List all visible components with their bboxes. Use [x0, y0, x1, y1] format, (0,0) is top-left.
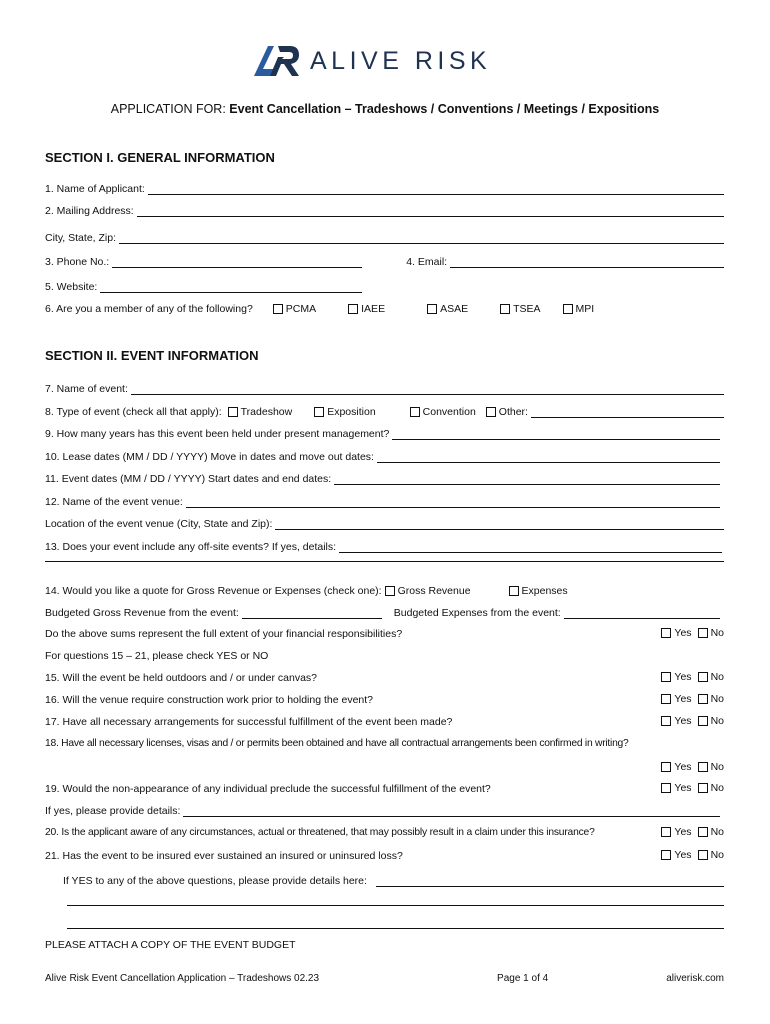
footer-page-number: Page 1 of 4 [497, 973, 549, 984]
event-type-label: 8. Type of event (check all that apply): [45, 406, 222, 418]
membership-tsea[interactable]: TSEA [500, 303, 540, 315]
mailing-address-label: 2. Mailing Address: [45, 205, 134, 217]
applicant-name-row [45, 181, 724, 195]
q19-yes[interactable]: Yes [661, 782, 691, 794]
offsite-events-field[interactable] [339, 542, 722, 553]
checkbox[interactable] [500, 304, 510, 314]
q16-yes-no [661, 693, 724, 705]
page-footer [45, 973, 724, 984]
mailing-address-row [45, 203, 724, 217]
event-name-label: 7. Name of event: [45, 383, 128, 395]
q20-no[interactable]: No [698, 826, 724, 838]
event-dates-field[interactable] [334, 474, 720, 485]
venue-name-label: 12. Name of the event venue: [45, 496, 183, 508]
checkbox[interactable] [698, 762, 708, 772]
offsite-events-row [45, 539, 722, 553]
offsite-events-extra-line[interactable] [45, 561, 724, 562]
q17-question: 17. Have all necessary arrangements for successful fulfillment of the event been made? [45, 716, 453, 728]
checkbox[interactable] [661, 628, 671, 638]
application-title [0, 102, 770, 116]
phone-label: 3. Phone No.: [45, 256, 110, 268]
q21-question: 21. Has the event to be insured ever sustained an insured or uninsured loss? [45, 850, 403, 862]
details-extra-line-1[interactable] [67, 905, 724, 906]
city-state-zip-label: City, State, Zip: [45, 232, 116, 244]
q16-question: 16. Will the venue require construction work prior to holding the event? [45, 694, 374, 706]
budget-row [45, 605, 720, 619]
checkbox[interactable] [698, 628, 708, 638]
membership-label: 6. Are you a member of any of the following? [45, 303, 253, 315]
budget-revenue-label: Budgeted Gross Revenue from the event: [45, 607, 239, 619]
venue-name-row [45, 494, 720, 508]
membership-row [45, 301, 724, 315]
city-state-zip-row [45, 230, 724, 244]
full-extent-yes[interactable]: Yes [661, 627, 691, 639]
brand-name: ALIVE RISK [310, 46, 492, 75]
q19-yes-no [661, 782, 724, 794]
if-yes-details-row [63, 873, 724, 887]
checkbox[interactable] [410, 407, 420, 417]
q19-details-label: If yes, please provide details: [45, 805, 181, 817]
section-2-heading: SECTION II. EVENT INFORMATION [45, 348, 259, 363]
logo-mark-icon [254, 45, 300, 77]
applicant-name-field[interactable] [148, 184, 724, 195]
email-label: 4. Email: [406, 256, 448, 268]
event-type-exposition[interactable]: Exposition [314, 406, 375, 418]
checkbox[interactable] [314, 407, 324, 417]
website-field[interactable] [100, 282, 362, 293]
venue-location-label: Location of the event venue (City, State and Zip): [45, 518, 273, 530]
event-type-convention[interactable]: Convention [410, 406, 476, 418]
membership-mpi[interactable]: MPI [563, 303, 595, 315]
applicant-name-label: 1. Name of Applicant: [45, 183, 145, 195]
years-held-row [45, 426, 720, 440]
lease-dates-row [45, 449, 720, 463]
q19-details-row [45, 803, 720, 817]
footer-website: aliverisk.com [666, 973, 724, 984]
event-dates-label: 11. Event dates (MM / DD / YYYY) Start dates and end dates: [45, 473, 332, 485]
title-prefix: APPLICATION FOR: [110, 102, 226, 116]
q16-yes[interactable]: Yes [661, 693, 691, 705]
website-row [45, 279, 362, 293]
event-type-other-field[interactable] [531, 407, 724, 418]
venue-location-row [45, 516, 724, 530]
quote-expenses[interactable]: Expenses [509, 585, 568, 597]
quote-gross-revenue[interactable]: Gross Revenue [385, 585, 471, 597]
years-held-label: 9. How many years has this event been held under present management? [45, 428, 390, 440]
membership-asae[interactable]: ASAE [427, 303, 468, 315]
q17-no[interactable]: No [698, 715, 724, 727]
lease-dates-field[interactable] [377, 452, 720, 463]
section-1-heading: SECTION I. GENERAL INFORMATION [45, 150, 275, 165]
q18-question: 18. Have all necessary licenses, visas and / or permits been obtained and have all contractual arrangements been confirmed in writing? [45, 738, 629, 749]
event-type-tradeshow[interactable]: Tradeshow [228, 406, 293, 418]
website-label: 5. Website: [45, 281, 98, 293]
checkbox[interactable] [661, 827, 671, 837]
q15-yes-no [661, 671, 724, 683]
checkbox[interactable] [661, 783, 671, 793]
checkbox[interactable] [698, 783, 708, 793]
checkbox[interactable] [348, 304, 358, 314]
event-type-other[interactable]: Other: [486, 406, 528, 418]
attach-budget-note: PLEASE ATTACH A COPY OF THE EVENT BUDGET [45, 939, 296, 951]
if-yes-details-field[interactable] [376, 876, 724, 887]
if-yes-details-label: If YES to any of the above questions, please provide details here: [63, 875, 367, 887]
event-name-row [45, 381, 724, 395]
event-name-field[interactable] [131, 384, 724, 395]
full-extent-question: Do the above sums represent the full extent of your financial responsibilities? [45, 628, 403, 640]
checkbox[interactable] [486, 407, 496, 417]
quote-type-row [45, 583, 724, 597]
checkbox[interactable] [273, 304, 283, 314]
q18-no[interactable]: No [698, 761, 724, 773]
q15-question: 15. Will the event be held outdoors and / or under canvas? [45, 672, 318, 684]
checkbox[interactable] [698, 672, 708, 682]
membership-pcma[interactable]: PCMA [273, 303, 316, 315]
checkbox[interactable] [427, 304, 437, 314]
city-state-zip-field[interactable] [119, 233, 724, 244]
q21-no[interactable]: No [698, 849, 724, 861]
checkbox[interactable] [698, 850, 708, 860]
q15-yes[interactable]: Yes [661, 671, 691, 683]
checkbox[interactable] [661, 762, 671, 772]
years-held-field[interactable] [392, 429, 720, 440]
offsite-events-label: 13. Does your event include any off-site events? If yes, details: [45, 541, 337, 553]
mailing-address-field[interactable] [137, 206, 724, 217]
lease-dates-label: 10. Lease dates (MM / DD / YYYY) Move in dates and move out dates: [45, 451, 374, 463]
alive-risk-logo [254, 45, 491, 77]
checkbox[interactable] [661, 694, 671, 704]
title-event-type: Event Cancellation – Tradeshows / Conventions / Meetings / Expositions [229, 102, 660, 116]
checkbox[interactable] [228, 407, 238, 417]
email-field[interactable] [450, 257, 724, 268]
checkbox[interactable] [698, 694, 708, 704]
checkbox[interactable] [661, 850, 671, 860]
yes-no-instructions: For questions 15 – 21, please check YES or NO [45, 650, 269, 662]
phone-field[interactable] [112, 257, 362, 268]
checkbox[interactable] [698, 716, 708, 726]
budget-expenses-field[interactable] [564, 608, 720, 619]
q20-question: 20. Is the applicant aware of any circumstances, actual or threatened, that may possibly result in a claim under this insurance? [45, 827, 595, 838]
q21-yes-no [661, 849, 724, 861]
full-extent-no[interactable]: No [698, 627, 724, 639]
quote-type-label: 14. Would you like a quote for Gross Revenue or Expenses (check one): [45, 585, 382, 597]
checkbox[interactable] [661, 672, 671, 682]
details-extra-line-2[interactable] [67, 928, 724, 929]
checkbox[interactable] [509, 586, 519, 596]
q20-yes[interactable]: Yes [661, 826, 691, 838]
q19-details-field[interactable] [183, 806, 720, 817]
phone-email-row [45, 254, 724, 268]
membership-iaee[interactable]: IAEE [348, 303, 385, 315]
venue-name-field[interactable] [186, 497, 720, 508]
q18-yes-no [661, 761, 724, 773]
q18-yes[interactable]: Yes [661, 761, 691, 773]
checkbox[interactable] [563, 304, 573, 314]
event-dates-row [45, 471, 720, 485]
q15-no[interactable]: No [698, 671, 724, 683]
q20-yes-no [661, 826, 724, 838]
full-extent-yes-no [661, 627, 724, 639]
checkbox[interactable] [385, 586, 395, 596]
checkbox[interactable] [661, 716, 671, 726]
budget-expenses-label: Budgeted Expenses from the event: [393, 607, 561, 619]
q21-yes[interactable]: Yes [661, 849, 691, 861]
venue-location-field[interactable] [275, 519, 724, 530]
budget-revenue-field[interactable] [242, 608, 382, 619]
q17-yes-no [661, 715, 724, 727]
q19-question: 19. Would the non-appearance of any individual preclude the successful fulfillment of the event? [45, 783, 491, 795]
event-type-row [45, 404, 724, 418]
q17-yes[interactable]: Yes [661, 715, 691, 727]
q19-no[interactable]: No [698, 782, 724, 794]
footer-form-name: Alive Risk Event Cancellation Application – Tradeshows 02.23 [45, 973, 320, 984]
checkbox[interactable] [698, 827, 708, 837]
q16-no[interactable]: No [698, 693, 724, 705]
